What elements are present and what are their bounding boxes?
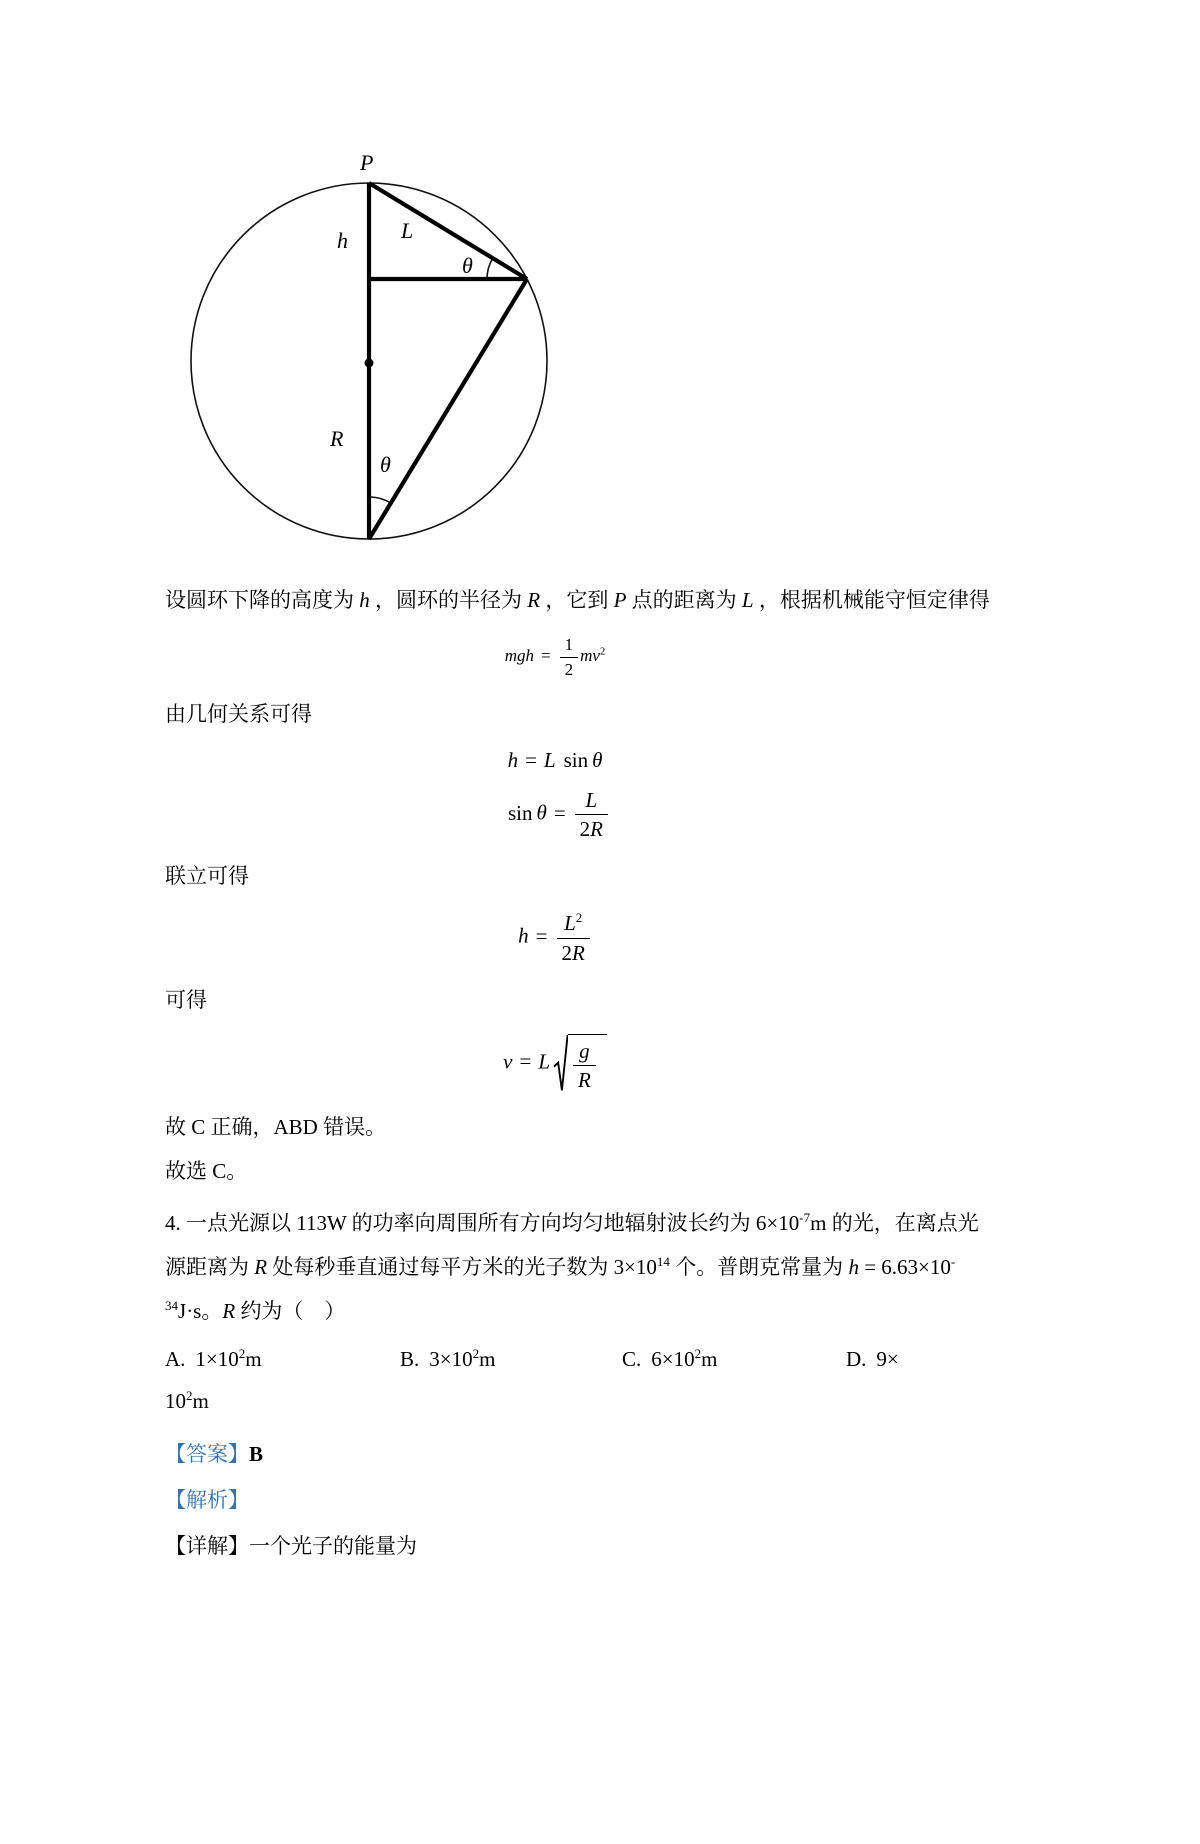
math-var-theta: θ [536, 800, 547, 825]
superscript: 2 [238, 1345, 246, 1361]
option-value: 1×10 [195, 1346, 239, 1371]
text-run: = 6.63×10 [858, 1254, 951, 1279]
option-value: 9× [876, 1346, 899, 1371]
text-run: J·s。 [178, 1298, 223, 1323]
math-var-h: h [848, 1254, 859, 1279]
math-var-v: v [503, 1049, 513, 1074]
option-A [165, 1339, 400, 1379]
conclusion-correct-text: 故 C 正确，ABD 错误。 [165, 1114, 387, 1139]
text-run: m 的光，在离点光 [810, 1210, 979, 1235]
text-run: 个。普朗克常量为 [669, 1254, 849, 1279]
superscript: - [950, 1253, 956, 1269]
label-theta-top: θ [462, 253, 473, 278]
sin-function: sin [507, 800, 533, 825]
fraction [560, 634, 579, 680]
superscript: 2 [575, 910, 583, 926]
fraction [557, 910, 590, 965]
math-var-R: R [222, 1298, 236, 1323]
detail-line [165, 1523, 1035, 1569]
math-var-P: P [613, 588, 627, 612]
option-label: D. [846, 1346, 867, 1371]
superscript: 34 [165, 1297, 179, 1313]
text-run: 源距离为 [165, 1254, 255, 1279]
chord-L-line [369, 183, 527, 279]
formula-v-equals-L-sqrt-g-over-R [165, 1034, 1035, 1093]
math-var-L: L [538, 1049, 551, 1074]
coefficient: 2 [579, 817, 591, 842]
numerator [557, 910, 590, 938]
center-dot [365, 359, 374, 368]
text-run: 设圆环下降的高度为 [165, 588, 360, 612]
equals-sign: = [541, 645, 551, 665]
superscript: 2 [186, 1387, 193, 1403]
math-var-R: R [254, 1254, 268, 1279]
option-D-wrap-line [165, 1379, 1035, 1423]
option-C [622, 1339, 846, 1379]
option-label: C. [622, 1346, 642, 1371]
options-row [165, 1339, 1035, 1379]
equals-sign: = [553, 800, 566, 825]
text-run: ，圆环的半径为 [369, 588, 528, 612]
math-var-h: h [359, 588, 370, 612]
numerator: 1 [560, 634, 579, 658]
math-var-R: R [572, 940, 585, 965]
question-line-1 [165, 1201, 1035, 1245]
math-var-h: h [507, 748, 519, 773]
answer-tag: 【答案】 [165, 1441, 249, 1466]
formula-energy-conservation [165, 634, 1035, 680]
math-var-R: R [590, 817, 603, 842]
text-run: 处每秒垂直通过每平方米的光子数为 3×10 [267, 1254, 657, 1279]
superscript: 14 [656, 1253, 670, 1269]
setup-paragraph [165, 580, 1035, 620]
question-4 [165, 1201, 1035, 1569]
equals-sign: = [519, 1049, 532, 1074]
equals-sign: = [525, 748, 537, 773]
label-theta-bottom: θ [380, 452, 391, 477]
text-run: 点的距离为 [626, 588, 742, 612]
answer-value: B [249, 1441, 264, 1466]
option-value: 3×10 [429, 1346, 473, 1371]
math-var-L: L [543, 748, 556, 773]
option-D [846, 1339, 899, 1379]
superscript: 2 [694, 1345, 702, 1361]
superscript: 2 [472, 1345, 480, 1361]
option-value: 6×10 [651, 1346, 695, 1371]
obtain-text: 可得 [165, 987, 207, 1012]
formula-h-equals-L2-over-2R [165, 910, 1035, 965]
math-expr: mgh [504, 645, 535, 665]
question-line-3 [165, 1289, 1035, 1333]
option-unit: m [245, 1346, 262, 1371]
math-var-R: R [527, 588, 541, 612]
sin-function: sin [563, 748, 589, 773]
figure-svg [179, 146, 559, 558]
hypotenuse-line [369, 279, 527, 539]
denominator: 2 [564, 659, 574, 679]
combine-text: 联立可得 [165, 864, 249, 889]
angle-arc-bottom [369, 497, 391, 503]
answer-line [165, 1431, 1035, 1477]
option-unit: m [479, 1346, 496, 1371]
option-value: 10 [165, 1388, 186, 1413]
conclusion-choice-text: 故选 C。 [165, 1158, 248, 1183]
coefficient: 2 [561, 940, 572, 965]
label-L: L [401, 218, 414, 243]
radical-sign [553, 1034, 568, 1093]
square-root [553, 1034, 607, 1093]
label-h: h [337, 228, 348, 253]
formula-sin-theta [165, 787, 1035, 842]
numerator: L [575, 787, 608, 815]
math-var-h: h [518, 923, 529, 948]
option-label: A. [165, 1346, 186, 1371]
label-R: R [330, 426, 344, 451]
formula-h-equals-Lsin [165, 748, 1035, 773]
math-var-L: L [564, 911, 576, 936]
text-run: ，它到 [540, 588, 614, 612]
math-expr: mv [580, 645, 600, 665]
option-unit: m [192, 1388, 209, 1413]
superscript: 2 [599, 646, 606, 658]
text-run: 4. 一点光源以 113W 的功率向周围所有方向均匀地辐射波长约为 6×10 [165, 1210, 800, 1235]
math-var-theta: θ [592, 748, 603, 773]
analysis-tag: 【解析】 [165, 1487, 249, 1512]
option-unit: m [701, 1346, 718, 1371]
text-run: 约为（ ） [235, 1298, 346, 1323]
geometry-relation-text: 由几何关系可得 [165, 702, 312, 727]
detail-tag: 【详解】 [165, 1533, 249, 1558]
superscript: -7 [799, 1209, 811, 1225]
fraction [575, 787, 608, 842]
denominator [557, 939, 590, 966]
angle-arc-top [487, 258, 493, 279]
circle-geometry-figure [179, 146, 559, 558]
text-run: 一个光子的能量为 [249, 1533, 417, 1558]
denominator [575, 815, 608, 842]
exam-solution-page [0, 146, 1200, 1569]
text-run: ，根据机械能守恒定律得 [753, 588, 990, 612]
fraction [573, 1038, 596, 1093]
math-var-L: L [741, 588, 754, 612]
numerator: g [573, 1038, 596, 1066]
radicand [568, 1034, 607, 1093]
analysis-line [165, 1477, 1035, 1523]
equals-sign: = [535, 923, 548, 948]
label-P: P [360, 150, 374, 175]
denominator: R [578, 1067, 591, 1092]
option-label: B. [400, 1346, 420, 1371]
option-B [400, 1339, 622, 1379]
question-line-2 [165, 1245, 1035, 1289]
